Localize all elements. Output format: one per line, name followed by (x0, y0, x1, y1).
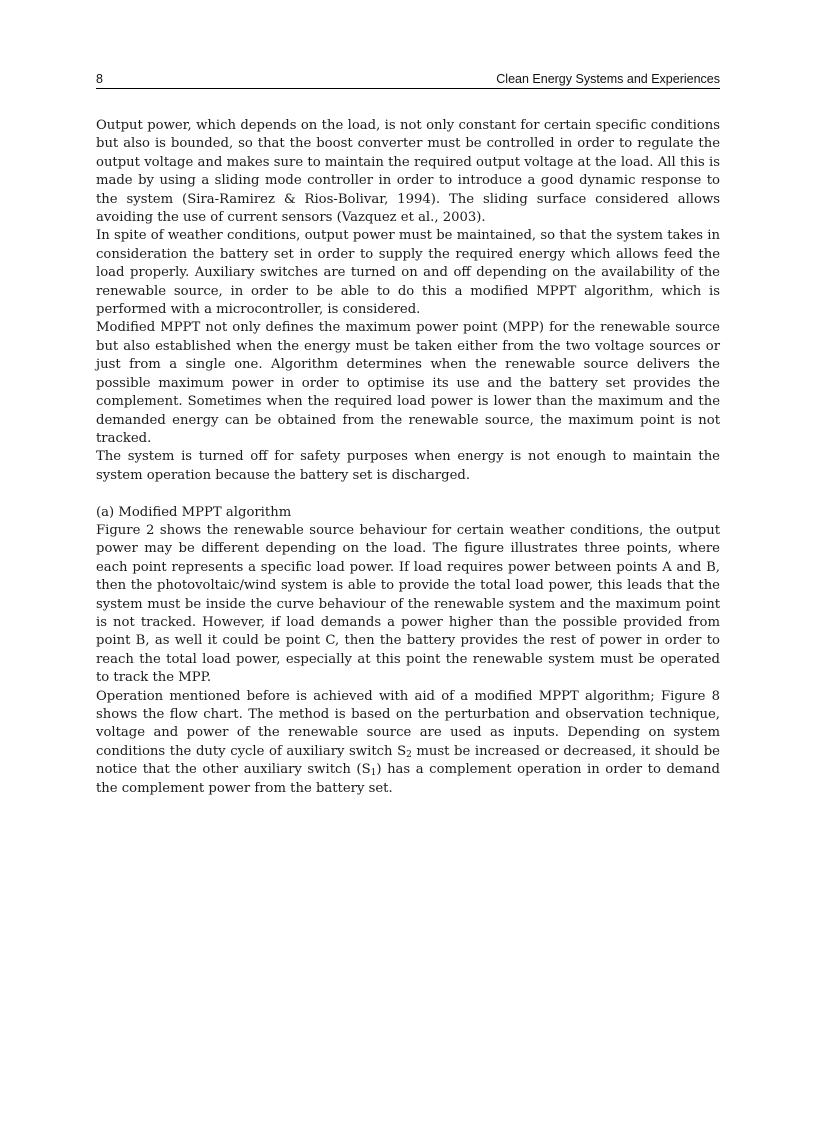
text-run: ) has a complement operation in order to demand the complement power from the battery set. (96, 762, 720, 796)
paragraph: In spite of weather conditions, output power must be maintained, so that the system takes in consideration the battery set in order to supply the required energy which allows feed the load properly. Auxiliary switches are turned on and off depending on the availability of the renewable source, in order to be able to do this a modified MPPT algorithm, which is performed with a microcontroller, is considered. (96, 228, 720, 318)
body-text (96, 117, 720, 798)
paragraph: The system is turned off for safety purposes when energy is not enough to maintain the system operation because the battery set is discharged. (96, 449, 720, 483)
page-header (96, 68, 720, 89)
paragraph: Modified MPPT not only defines the maximum power point (MPP) for the renewable source but also established when the energy must be taken either from the two voltage sources or just from a single one. Algorithm determines when the renewable source delivers the possible maximum power in order to optimise its use and the battery set provides the complement. Sometimes when the required load power is lower than the maximum and the demanded energy can be obtained from the renewable source, the maximum point is not tracked. (96, 320, 720, 446)
paragraph (96, 688, 720, 798)
subscript: 2 (406, 749, 412, 760)
text-run: Operation mentioned before is achieved with aid of a modified MPPT algorithm; Figure 8 shows the flow chart. The method is based on the perturbation and observation technique, voltage and power of the renewable source are used as inputs. Depending on system conditions the duty cycle of auxiliary switch S (96, 688, 720, 759)
section-heading: (a) Modified MPPT algorithm (96, 504, 292, 520)
running-title: Clean Energy Systems and Experiences (496, 72, 720, 86)
subscript: 1 (370, 768, 377, 779)
text-run: must be increased or decreased, it should be notice that the other auxiliary switch (S (96, 743, 720, 778)
paragraph-gap (96, 485, 720, 503)
paragraph: Output power, which depends on the load, is not only constant for certain specific conditions but also is bounded, so that the boost converter must be controlled in order to regulate the output voltage and makes sure to maintain the required output voltage at the load. All this is made by using a sliding mode controller in order to introduce a good dynamic response to the system (Sira-Ramirez & Rios-Bolivar, 1994). The sliding surface considered allows avoiding the use of current sensors (Vazquez et al., 2003). (96, 118, 720, 226)
page-number: 8 (96, 72, 103, 86)
paragraph: Figure 2 shows the renewable source behaviour for certain weather conditions, the output power may be different depending on the load. The figure illustrates three points, where each point represents a specific load power. If load requires power between points A and B, then the photovoltaic/wind system is able to provide the total load power, this leads that the system must be inside the curve behaviour of the renewable system and the maximum point is not tracked. However, if load demands a power higher than the possible provided from point B, as well it could be point C, then the battery provides the rest of power in order to reach the total load power, especially at this point the renewable system must be operated to track the MPP. (96, 522, 720, 686)
